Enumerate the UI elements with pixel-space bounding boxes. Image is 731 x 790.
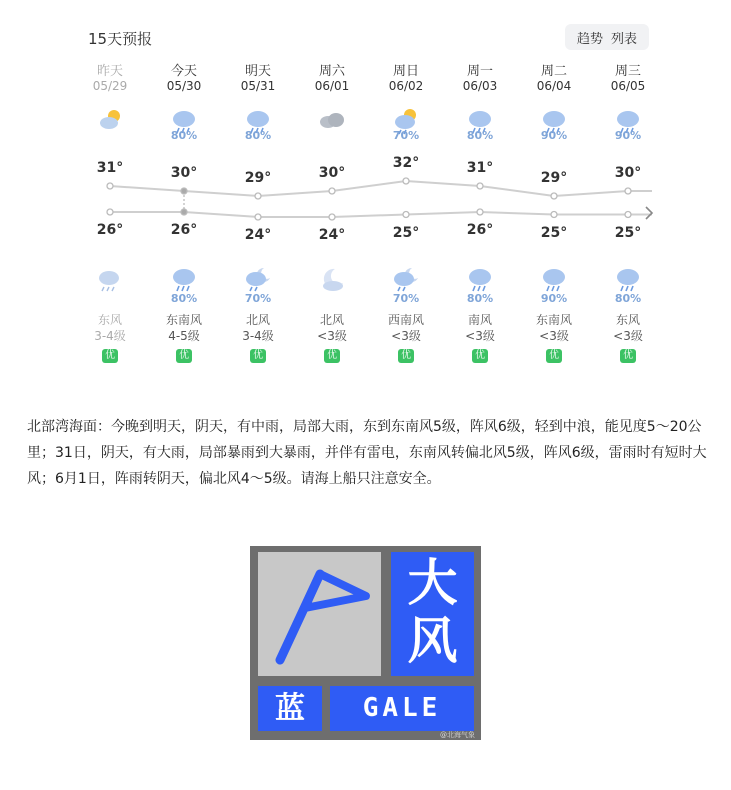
low-temp: 25° — [392, 224, 420, 241]
wind-info — [517, 312, 591, 344]
high-temp: 30° — [318, 165, 346, 181]
wind-direction: 东风 — [97, 313, 122, 327]
forecast-day: 周六 — [318, 64, 345, 79]
wind-direction: 西南风 — [387, 313, 424, 327]
moon-icon — [295, 266, 369, 292]
temp-point — [329, 188, 335, 194]
forecast-day: 明天 — [244, 64, 271, 79]
warning-english: GALE — [362, 693, 442, 723]
day-precip-chance: 90% — [540, 129, 568, 142]
low-temp: 25° — [540, 224, 568, 241]
wind-direction: 北风 — [319, 313, 344, 327]
night-precip-chance: 70% — [392, 292, 420, 305]
view-toggle — [565, 24, 649, 50]
forecast-date: 06/03 — [462, 79, 498, 93]
air-quality-badge: 优 — [102, 349, 118, 363]
temp-point — [403, 212, 409, 218]
temp-point — [477, 183, 483, 189]
rain-icon — [517, 266, 591, 292]
wind-direction: 东南风 — [165, 313, 202, 327]
temp-point — [551, 212, 557, 218]
wind-info — [591, 312, 665, 344]
temp-point — [255, 214, 261, 220]
low-temp: 24° — [318, 227, 346, 243]
wind-direction: 南风 — [467, 313, 492, 327]
forecast-day: 周二 — [540, 64, 567, 79]
wind-direction: 东南风 — [535, 313, 572, 327]
high-temp: 32° — [392, 155, 420, 171]
air-quality-badge: 优 — [398, 349, 414, 363]
wind-level: 4-5级 — [168, 329, 200, 343]
forecast-day: 周一 — [466, 64, 493, 79]
temp-point — [477, 209, 483, 215]
night-precip-chance: 70% — [244, 292, 272, 305]
low-temp: 25° — [614, 224, 642, 241]
day-precip-chance: 80% — [170, 129, 198, 142]
forecast-day: 昨天 — [96, 64, 123, 79]
low-temp: 24° — [244, 227, 272, 243]
wind-info — [443, 312, 517, 344]
high-temp: 31° — [96, 160, 124, 176]
warning-level: 蓝 — [275, 691, 305, 726]
forecast-day: 今天 — [170, 64, 197, 79]
air-quality-badge: 优 — [176, 349, 192, 363]
gale-warning-sign — [250, 546, 481, 740]
wind-info — [221, 312, 295, 344]
night-precip-chance: 80% — [170, 292, 198, 305]
wind-level: <3级 — [539, 329, 569, 343]
cloudy-icon — [295, 108, 369, 134]
night-precip-chance: 80% — [614, 292, 642, 305]
moon-rain-icon — [221, 266, 295, 292]
low-temp: 26° — [96, 222, 124, 238]
wind-info — [369, 312, 443, 344]
forecast-day: 周三 — [614, 64, 641, 79]
low-temp: 26° — [466, 222, 494, 238]
list-tab[interactable]: 列表 — [611, 31, 638, 47]
temp-point — [625, 212, 631, 218]
chevron-right-icon[interactable] — [642, 203, 656, 223]
watermark: @北海气象 — [440, 731, 475, 739]
high-temp: 30° — [170, 165, 198, 181]
air-quality-badge: 优 — [472, 349, 488, 363]
wind-info — [147, 312, 221, 344]
low-temp: 26° — [170, 222, 198, 238]
wind-level: <3级 — [465, 329, 495, 343]
temp-point — [255, 193, 261, 199]
temp-point — [551, 193, 557, 199]
rain-icon — [147, 266, 221, 292]
temp-point — [625, 188, 631, 194]
night-precip-chance: 90% — [540, 292, 568, 305]
low-temp-line — [110, 212, 652, 217]
partly-sunny-icon — [73, 108, 147, 134]
wind-flag-icon — [258, 552, 381, 676]
wind-level: <3级 — [613, 329, 643, 343]
high-temp: 29° — [244, 170, 272, 186]
day-precip-chance: 70% — [392, 129, 420, 142]
air-quality-badge: 优 — [546, 349, 562, 363]
moon-rain-icon — [369, 266, 443, 292]
temp-point — [329, 214, 335, 220]
forecast-day: 周日 — [392, 64, 419, 79]
warning-char-1: 大 — [407, 554, 458, 612]
forecast-date: 06/02 — [388, 79, 424, 93]
marine-bulletin: 北部湾海面：今晚到明天，阴天，有中雨，局部大雨，东到东南风5级，阵风6级，轻到中浪，能见度5～20公里；31日，阴天，有大雨，局部暴雨到大暴雨，并伴有雷电，东南风转偏北风5级，阵风6级，雷雨时有短时大风；6月1日，阵雨转阴天，偏北风4～5级。请海上船只注意安全。 — [27, 419, 707, 487]
forecast-date: 05/30 — [166, 79, 202, 93]
day-precip-chance: 80% — [466, 129, 494, 142]
wind-level: <3级 — [391, 329, 421, 343]
high-temp: 30° — [614, 165, 642, 181]
cloudy-rain-icon — [73, 266, 147, 292]
wind-info — [73, 312, 147, 344]
rain-icon — [443, 266, 517, 292]
wind-level: 3-4级 — [242, 329, 274, 343]
forecast-date: 06/04 — [536, 79, 572, 93]
high-temp: 29° — [540, 170, 568, 186]
day-precip-chance: 80% — [244, 129, 272, 142]
forecast-title: 15天预报 — [88, 30, 153, 48]
forecast-date: 06/05 — [610, 79, 646, 93]
temp-point — [181, 188, 187, 194]
temp-point — [403, 178, 409, 184]
forecast-date: 05/29 — [92, 79, 128, 93]
forecast-date: 05/31 — [240, 79, 276, 93]
rain-icon — [591, 266, 665, 292]
forecast-date: 06/01 — [314, 79, 350, 93]
temp-point — [107, 183, 113, 189]
air-quality-badge: 优 — [620, 349, 636, 363]
high-temp: 31° — [466, 160, 494, 176]
wind-direction: 北风 — [245, 313, 270, 327]
trend-tab[interactable]: 趋势 — [576, 31, 603, 47]
wind-level: 3-4级 — [94, 329, 126, 343]
air-quality-badge: 优 — [324, 349, 340, 363]
day-precip-chance: 90% — [614, 129, 642, 142]
temp-point — [181, 209, 187, 215]
wind-level: <3级 — [317, 329, 347, 343]
warning-char-2: 风 — [407, 612, 458, 670]
wind-info — [295, 312, 369, 344]
night-precip-chance: 80% — [466, 292, 494, 305]
temp-point — [107, 209, 113, 215]
air-quality-badge: 优 — [250, 349, 266, 363]
wind-direction: 东风 — [615, 313, 640, 327]
